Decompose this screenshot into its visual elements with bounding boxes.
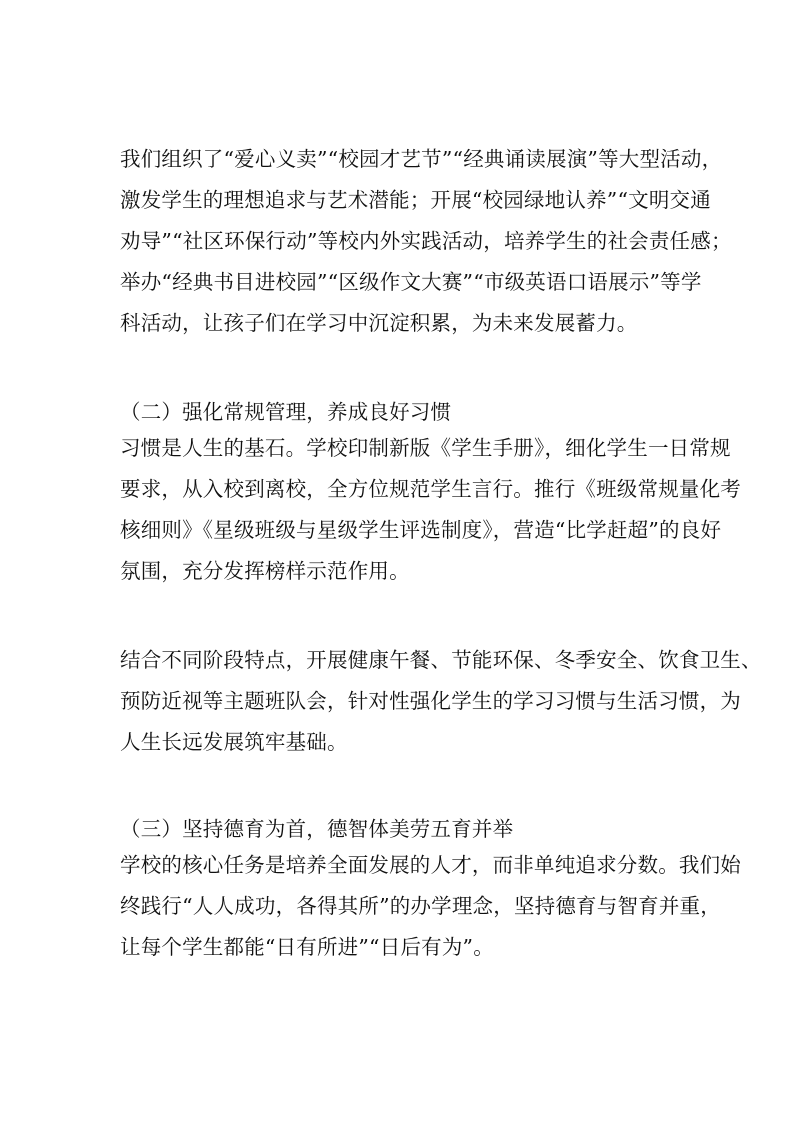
paragraph-line: 激发学生的理想追求与艺术潜能；开展“校园绿地认养”“文明交通 xyxy=(120,188,711,212)
paragraph-line: 习惯是人生的基石。学校印制新版《学生手册》，细化学生一日常规 xyxy=(120,436,731,460)
paragraph-line: 预防近视等主题班队会，针对性强化学生的学习习惯与生活习惯，为 xyxy=(120,689,741,713)
paragraph-line: 我们组织了“爱心义卖”“校园才艺节”“经典诵读展演”等大型活动， xyxy=(120,147,723,171)
paragraph-line: 劝导”“社区环保行动”等校内外实践活动，培养学生的社会责任感； xyxy=(120,229,732,253)
paragraph-line: 科活动，让孩子们在学习中沉淀积累，为未来发展蓄力。 xyxy=(120,311,638,335)
paragraph-line: 要求，从入校到离校，全方位规范学生言行。推行《班级常规量化考 xyxy=(120,477,741,501)
paragraph-line: 人生长远发展筑牢基础。 xyxy=(120,730,348,754)
paragraph-line: 核细则》《星级班级与星级学生评选制度》，营造“比学赶超”的良好 xyxy=(120,518,722,542)
paragraph-line: 氛围，充分发挥榜样示范作用。 xyxy=(120,559,410,583)
paragraph-line: 终践行“人人成功，各得其所”的办学理念，坚持德育与智育并重， xyxy=(120,894,721,918)
paragraph-line: 学校的核心任务是培养全面发展的人才，而非单纯追求分数。我们始 xyxy=(120,853,741,877)
paragraph-line: 举办“经典书目进校园”“区级作文大赛”“市级英语口语展示”等学 xyxy=(120,270,702,294)
section-heading: （二）强化常规管理，养成良好习惯 xyxy=(120,400,452,424)
paragraph-line: 结合不同阶段特点，开展健康午餐、节能环保、冬季安全、饮食卫生、 xyxy=(120,648,762,672)
paragraph-line: 让每个学生都能“日有所进”“日后有为”。 xyxy=(120,935,494,959)
section-heading: （三）坚持德育为首，德智体美劳五育并举 xyxy=(120,817,514,841)
